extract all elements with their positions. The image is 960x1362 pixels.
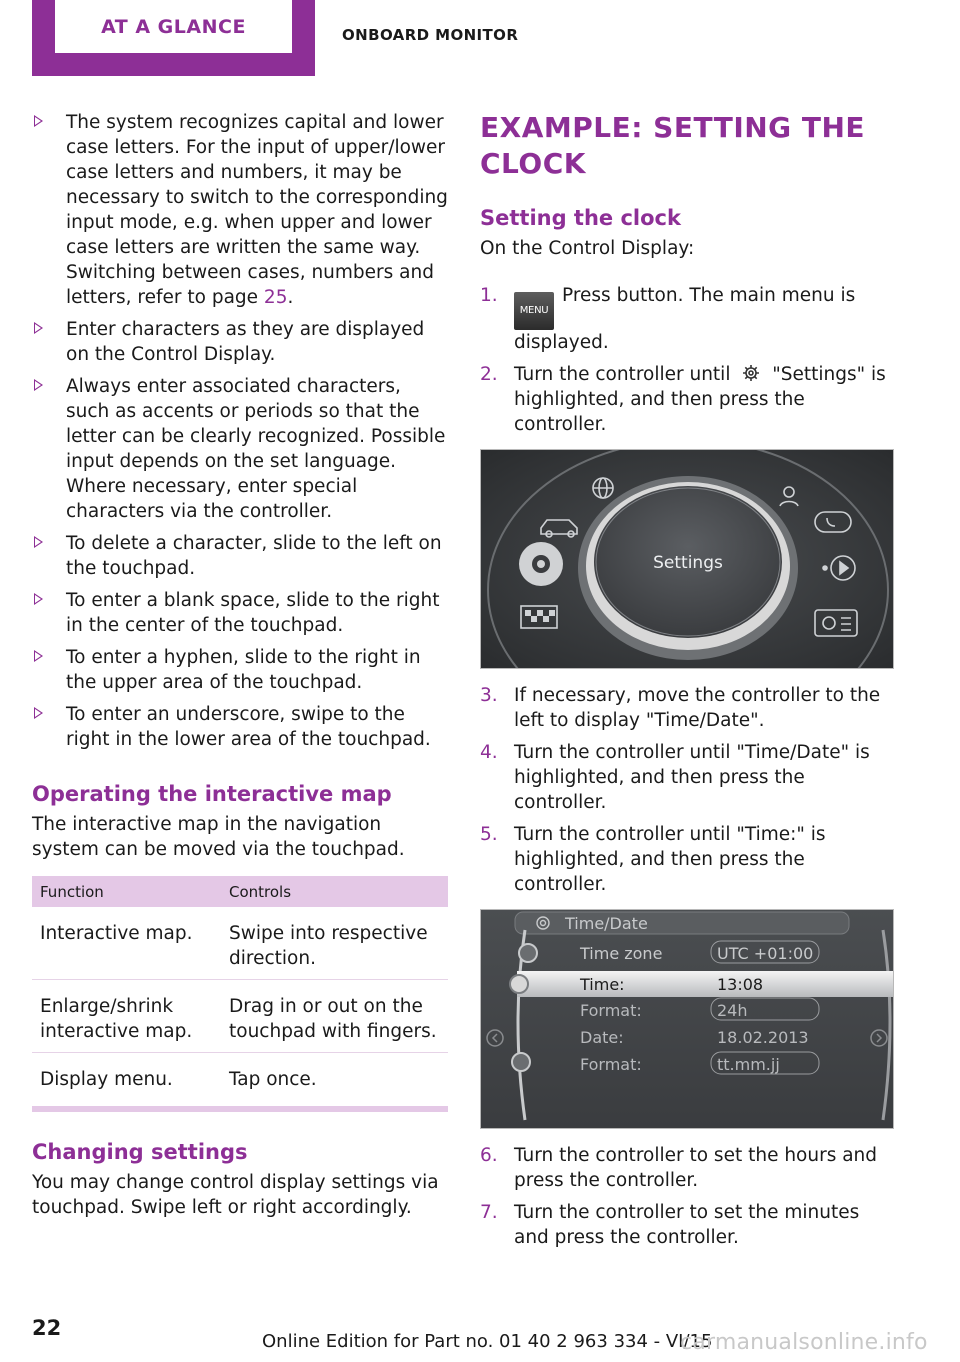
menu-button-icon: MENU xyxy=(514,292,554,330)
map-intro: The interactive map in the navigation system can be moved via the touchpad. xyxy=(32,814,405,860)
list-item: 6. Turn the controller to set the hours and press the controller. xyxy=(480,1145,878,1191)
table-bottom-rule xyxy=(32,1106,448,1112)
right-column xyxy=(480,110,896,1257)
main-menu-graphic xyxy=(481,450,894,669)
watermark: carmanualsonline.info xyxy=(680,1330,928,1355)
setting-value: 13:08 xyxy=(717,975,764,994)
settings-text: You may change control display settings via touchpad. Swipe left or right accordingly. xyxy=(32,1172,439,1218)
steps-list-c xyxy=(480,1143,896,1250)
setting-value: tt.mm.jj xyxy=(717,1055,780,1074)
table-cell: Tap once. xyxy=(229,1069,317,1090)
setting-label: Date: xyxy=(580,1028,624,1047)
map-heading: Operating the interactive map xyxy=(32,782,392,806)
step-number: 1. xyxy=(480,285,498,306)
steps-list-b xyxy=(480,683,896,897)
bullet-item: Always enter associated characters, such as accents or periods so that the letter can be clearly recognized. Possible input depends on the set language. Where necessary, enter special characters via the controller. xyxy=(32,374,448,524)
table-cell: Display menu. xyxy=(40,1069,173,1090)
triangle-bullet-icon xyxy=(34,593,43,605)
edition-footer: Online Edition for Part no. 01 40 2 963 334 - VI/15 xyxy=(262,1331,713,1352)
triangle-bullet-icon xyxy=(34,322,43,334)
chapter-tab xyxy=(32,0,315,76)
settings-gear-icon xyxy=(519,542,563,586)
list-item: 1. MENUPress button. The main menu is displayed. xyxy=(480,285,856,353)
triangle-bullet-icon xyxy=(34,707,43,719)
triangle-bullet-icon xyxy=(34,379,43,391)
list-item: 5. Turn the controller until "Time:" is highlighted, and then press the controller. xyxy=(480,824,826,895)
setting-label: Format: xyxy=(580,1001,642,1020)
chapter-label: AT A GLANCE xyxy=(101,15,246,38)
table-cell: Enlarge/shrink interactive map. xyxy=(32,980,221,1053)
setting-label: Time: xyxy=(580,975,625,994)
main-menu-screen xyxy=(480,449,894,669)
chapter-tab-inner xyxy=(55,0,292,53)
triangle-bullet-icon xyxy=(34,536,43,548)
step-number: 6. xyxy=(480,1145,498,1166)
table-cell: Swipe into respective direction. xyxy=(221,907,448,980)
bullet-item: To delete a character, slide to the left on the touchpad. xyxy=(32,531,448,581)
triangle-bullet-icon xyxy=(34,650,43,662)
table-row xyxy=(32,1053,448,1101)
left-column xyxy=(32,110,448,1220)
bullet-item: The system recognizes capital and lower case letters. For the input of upper/lower case letters and numbers, it may be necessary to switch to the corresponding input mode, e.g. when upper and lower case letters are written the same way. Switching between cases, numbers and letters, refer to page 25. xyxy=(32,110,448,310)
touchpad-bullet-list xyxy=(32,110,448,752)
bullet-item: Enter characters as they are displayed on the Control Display. xyxy=(32,317,448,367)
steps-list-a xyxy=(480,283,896,437)
list-item: 2. Turn the controller until "Settings" is highlighted, and then press the controller. xyxy=(480,364,886,435)
time-date-screen xyxy=(480,909,894,1129)
table-header-row xyxy=(32,876,448,907)
step-number: 7. xyxy=(480,1202,498,1223)
time-date-graphic xyxy=(481,910,894,1129)
step-number: 2. xyxy=(480,364,498,385)
bullet-item: To enter an underscore, swipe to the right in the lower area of the touchpad. xyxy=(32,702,448,752)
bullet-item: To enter a blank space, slide to the right in the center of the touchpad. xyxy=(32,588,448,638)
setting-value: UTC +01:00 xyxy=(717,944,814,963)
table-cell: Drag in or out on the touchpad with fingers. xyxy=(221,980,448,1053)
page-number: 22 xyxy=(32,1316,62,1340)
page-link[interactable]: 25 xyxy=(263,287,288,308)
table-header-controls: Controls xyxy=(221,876,448,907)
clock-intro: On the Control Display: xyxy=(480,238,695,259)
example-title: EXAMPLE: SETTING THE CLOCK xyxy=(480,111,866,180)
list-item: 7. Turn the controller to set the minutes and press the controller. xyxy=(480,1202,860,1248)
table-row xyxy=(32,907,448,980)
map-controls-table xyxy=(32,876,448,1100)
triangle-bullet-icon xyxy=(34,115,43,127)
table-row xyxy=(32,980,448,1053)
setting-label: Format: xyxy=(580,1055,642,1074)
clock-subheading: Setting the clock xyxy=(480,206,681,230)
table-header-function: Function xyxy=(32,876,221,907)
settings-screen-label: Settings xyxy=(653,553,723,573)
list-item: 4. Turn the controller until "Time/Date" is highlighted, and then press the controller. xyxy=(480,742,870,813)
list-item: 3. If necessary, move the controller to the left to display "Time/Date". xyxy=(480,685,881,731)
section-label: ONBOARD MONITOR xyxy=(342,26,519,44)
step-number: 3. xyxy=(480,685,498,706)
settings-heading: Changing settings xyxy=(32,1140,248,1164)
setting-label: Time zone xyxy=(580,944,663,963)
step-number: 5. xyxy=(480,824,498,845)
bullet-item: To enter a hyphen, slide to the right in the upper area of the touchpad. xyxy=(32,645,448,695)
gear-icon xyxy=(740,363,762,383)
setting-value: 18.02.2013 xyxy=(717,1028,809,1047)
table-cell: Interactive map. xyxy=(32,907,221,980)
screen-title: Time/Date xyxy=(565,914,648,933)
setting-value: 24h xyxy=(717,1001,748,1020)
step-number: 4. xyxy=(480,742,498,763)
